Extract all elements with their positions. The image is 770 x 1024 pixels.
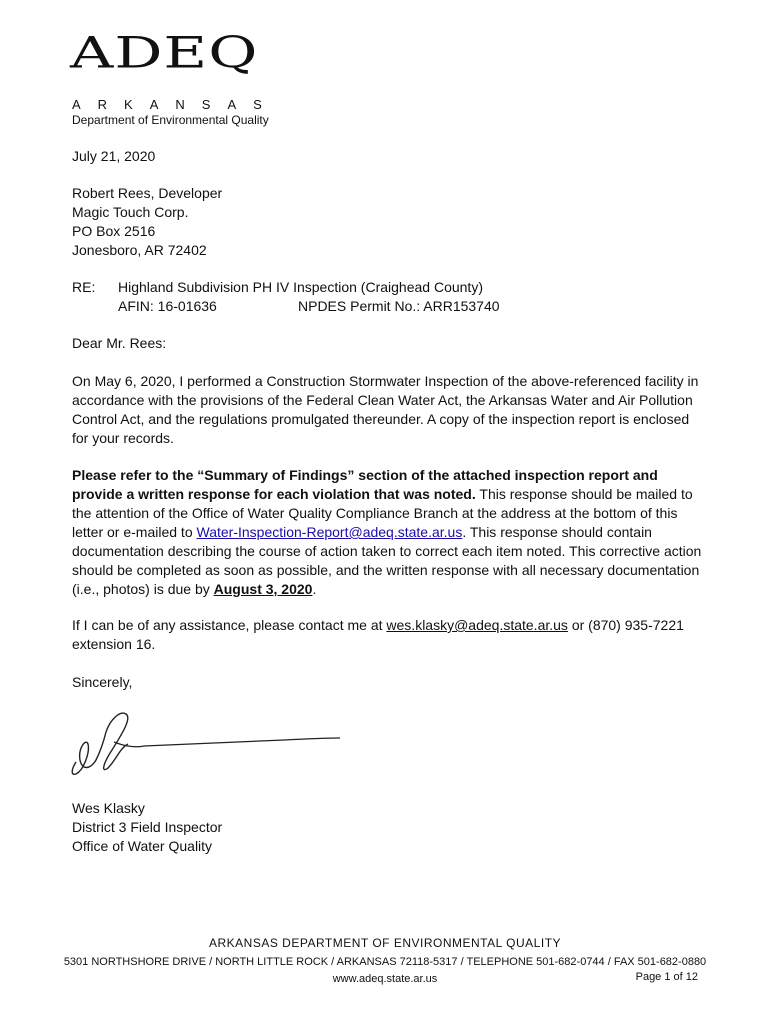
- paragraph-contact: [72, 616, 702, 654]
- paragraph2-text-b: . This response should contain documentation describing the course of action taken to correct each item noted. This corrective action should be completed as soon as possible, and the written response with all necessary documentation (i.e., photos) is due by: [72, 524, 702, 597]
- salutation: Dear Mr. Rees:: [72, 335, 167, 351]
- re-permit: NPDES Permit No.: ARR153740: [298, 298, 500, 314]
- footer-website: www.adeq.state.ar.us: [332, 973, 438, 985]
- recipient-city: Jonesboro, AR 72402: [72, 242, 207, 258]
- closing: Sincerely,: [72, 674, 133, 690]
- handwritten-signature: [64, 704, 354, 784]
- findings-instruction-bold: Please refer to the “Summary of Findings” section of the attached inspection report and provide a written response for each violation that was noted.: [72, 467, 658, 502]
- due-date: August 3, 2020: [213, 581, 313, 597]
- logo-department-text: Department of Environmental Quality: [72, 113, 269, 127]
- signer-name: Wes Klasky: [72, 800, 145, 816]
- paragraph3-text-b: or (870) 935-7221 extension 16.: [72, 617, 684, 652]
- paragraph-response-instructions: [72, 466, 702, 599]
- re-afin: AFIN: 16-01636: [118, 298, 217, 314]
- recipient-pobox: PO Box 2516: [72, 223, 156, 239]
- re-subject: Highland Subdivision PH IV Inspection (Craighead County): [118, 279, 483, 295]
- inspector-email-link[interactable]: wes.klasky@adeq.state.ar.us: [386, 617, 568, 633]
- letter-date: July 21, 2020: [72, 148, 156, 164]
- recipient-company: Magic Touch Corp.: [72, 204, 189, 220]
- paragraph2-text-a: This response should be mailed to the attention of the Office of Water Quality Compliance Branch at the address at the bottom of this letter or e-mailed to: [72, 486, 693, 540]
- page-number: Page 1 of 12: [635, 971, 698, 983]
- signer-office: Office of Water Quality: [72, 838, 213, 854]
- paragraph3-text-a: If I can be of any assistance, please contact me at: [72, 617, 387, 633]
- footer-address: 5301 NORTHSHORE DRIVE / NORTH LITTLE ROCK / ARKANSAS 72118-5317 / TELEPHONE 501-682-0744 / FAX 501-682-0880: [63, 956, 707, 968]
- logo-state-text: ARKANSAS: [72, 97, 279, 112]
- re-label: RE:: [72, 279, 96, 295]
- paragraph2-text-c: .: [312, 581, 317, 597]
- paragraph-inspection: On May 6, 2020, I performed a Construction Stormwater Inspection of the above-referenced facility in accordance with the provisions of the Federal Clean Water Act, the Arkansas Water and Air Pollution Control Act, and the regulations promulgated thereunder. A copy of the inspection report is enclosed for your records.: [72, 373, 699, 446]
- footer-department: ARKANSAS DEPARTMENT OF ENVIRONMENTAL QUALITY: [208, 936, 562, 950]
- signer-title: District 3 Field Inspector: [72, 819, 223, 835]
- adeq-logo: ADEQ: [70, 27, 259, 79]
- recipient-name: Robert Rees, Developer: [72, 185, 223, 201]
- inspection-report-email-link[interactable]: Water-Inspection-Report@adeq.state.ar.us: [196, 524, 463, 540]
